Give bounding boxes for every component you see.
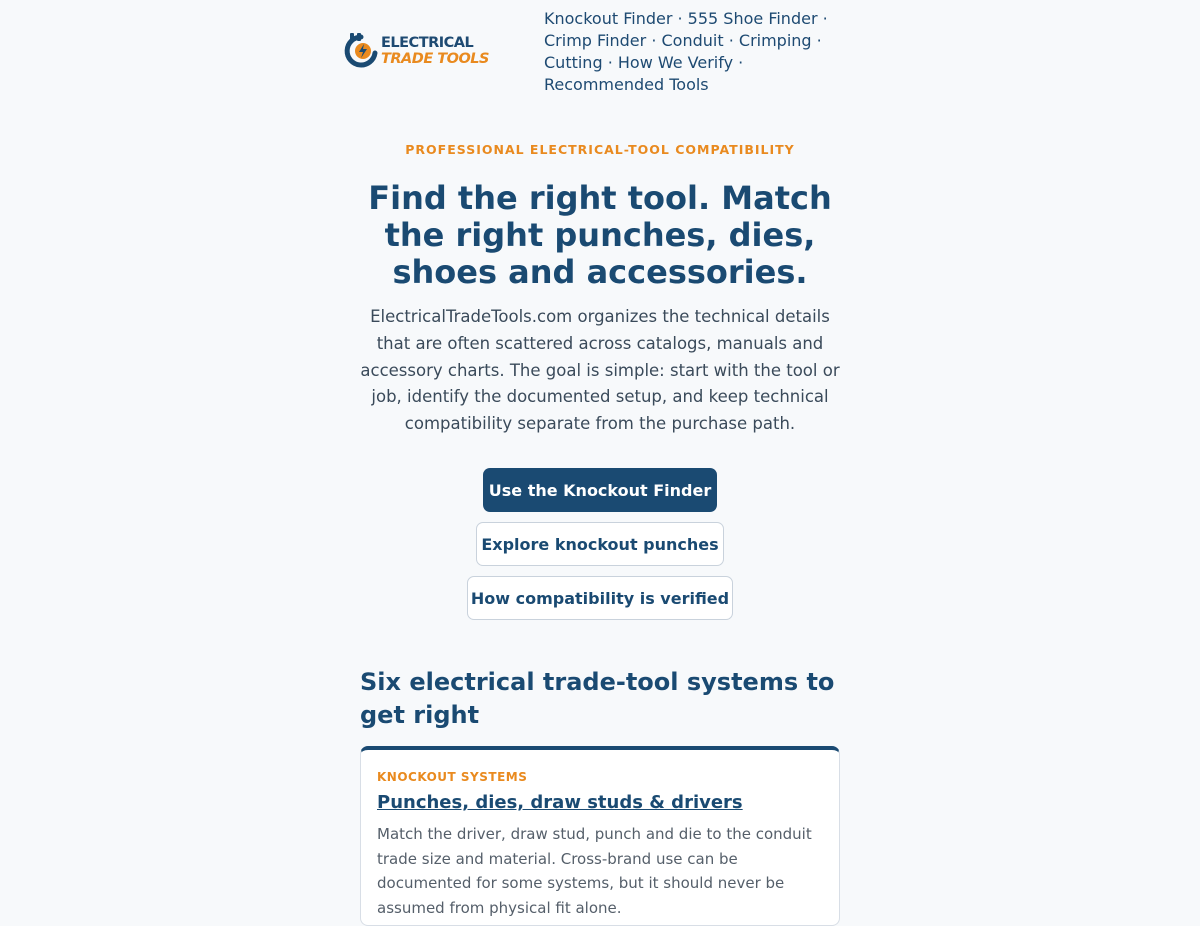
card-title-link[interactable]: Punches, dies, draw studs & drivers (377, 792, 743, 813)
system-card-knockout (360, 746, 840, 926)
nav-knockout-finder[interactable]: Knockout Finder (544, 9, 673, 28)
main-nav (544, 8, 864, 96)
explore-punches-button[interactable]: Explore knockout punches (476, 522, 724, 566)
site-logo[interactable] (343, 30, 493, 72)
nav-separator: · (602, 53, 618, 72)
systems-section-title: Six electrical trade-tool systems to get right (360, 668, 835, 729)
nav-separator: · (723, 31, 739, 50)
logo-line-2: TRADE TOOLS (381, 51, 489, 67)
nav-recommended-tools[interactable]: Recommended Tools (544, 75, 709, 94)
plug-bolt-icon (343, 31, 379, 71)
logo-line-1: ELECTRICAL (381, 35, 474, 51)
nav-conduit[interactable]: Conduit (661, 31, 724, 50)
nav-separator: · (817, 9, 828, 28)
knockout-finder-button[interactable]: Use the Knockout Finder (483, 468, 717, 512)
nav-separator: · (811, 31, 822, 50)
card-description: Match the driver, draw stud, punch and die to the conduit trade size and material. Cross-brand use can be documented for some systems, but it should never be assumed from physical fit alone. (377, 825, 812, 917)
nav-separator: · (646, 31, 662, 50)
hero-description: ElectricalTradeTools.com organizes the technical details that are often scattered across catalogs, manuals and accessory charts. The goal is simple: start with the tool or job, identify the documented setup, and keep technical compatibility separate from the purchase path. (360, 307, 840, 434)
nav-separator: · (672, 9, 688, 28)
nav-separator: · (733, 53, 744, 72)
nav-cutting[interactable]: Cutting (544, 53, 603, 72)
site-header (0, 0, 1200, 110)
nav-555-shoe-finder[interactable]: 555 Shoe Finder (687, 9, 818, 28)
hero-title: Find the right tool. Match the right punches, dies, shoes and accessories. (368, 179, 832, 291)
nav-crimp-finder[interactable]: Crimp Finder (544, 31, 647, 50)
logo-wordmark (381, 35, 489, 67)
card-eyebrow: KNOCKOUT SYSTEMS (377, 770, 528, 784)
verification-button[interactable]: How compatibility is verified (467, 576, 733, 620)
nav-how-we-verify[interactable]: How We Verify (617, 53, 734, 72)
hero-eyebrow: PROFESSIONAL ELECTRICAL-TOOL COMPATIBILITY (405, 142, 795, 157)
nav-crimping[interactable]: Crimping (738, 31, 812, 50)
